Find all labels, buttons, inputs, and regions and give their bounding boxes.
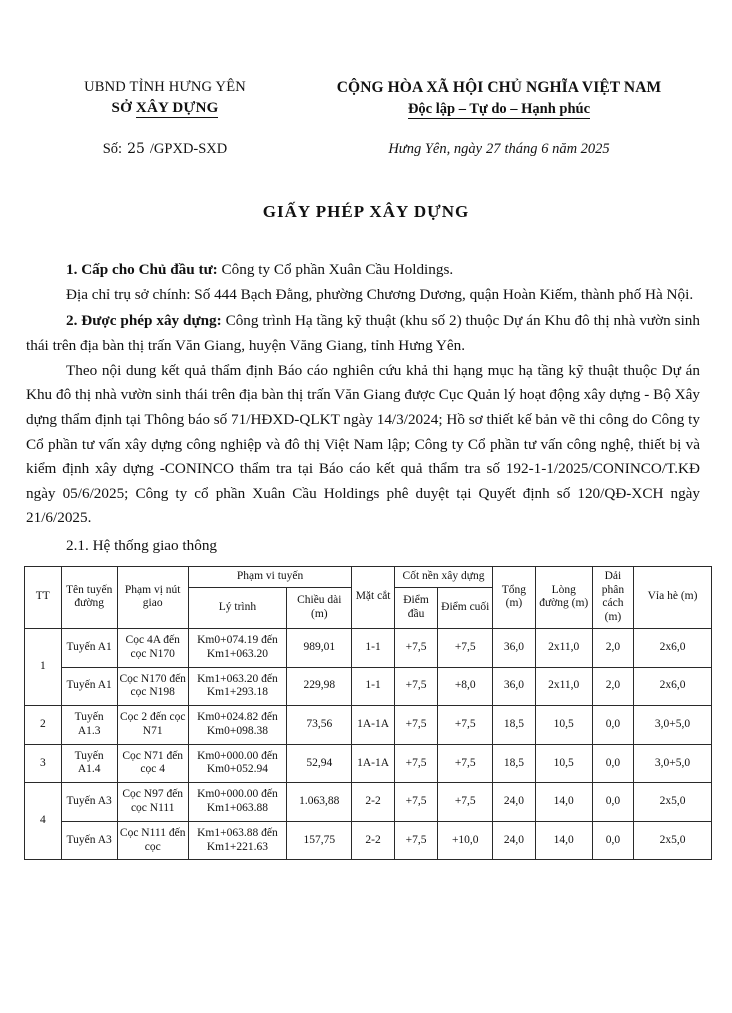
page-title: GIẤY PHÉP XÂY DỰNG bbox=[262, 202, 470, 222]
cell-diem-dau: +7,5 bbox=[394, 744, 438, 783]
date-month: 6 bbox=[541, 141, 549, 158]
cell-ly-trinh: Km0+074.19 đến Km1+063.20 bbox=[188, 628, 286, 667]
cell-via-he: 3,0+5,0 bbox=[634, 744, 712, 783]
cell-long-duong: 10,5 bbox=[535, 706, 592, 745]
item-1-label: 1. Cấp cho Chủ đầu tư: bbox=[66, 261, 218, 279]
cell-ly-trinh: Km1+063.88 đến Km1+221.63 bbox=[188, 821, 286, 860]
province-authority-line: UBND TỈNH HƯNG YÊN bbox=[84, 79, 246, 95]
national-motto bbox=[294, 99, 704, 119]
cell-ly-trinh: Km0+024.82 đến Km0+098.38 bbox=[188, 706, 286, 745]
cell-ten-tuyen-duong: Tuyến A1.3 bbox=[61, 706, 117, 745]
table-body bbox=[25, 628, 712, 860]
cell-pham-vi-nut-giao: Cọc N71 đến cọc 4 bbox=[117, 744, 188, 783]
th-tong: Tổng (m) bbox=[493, 566, 535, 628]
cell-mat-cat: 1-1 bbox=[352, 667, 394, 706]
date-year: 2025 bbox=[580, 141, 610, 158]
item-1-value: Công ty Cổ phần Xuân Cầu Holdings. bbox=[217, 261, 454, 279]
cell-mat-cat: 1-1 bbox=[352, 628, 394, 667]
table-row bbox=[25, 706, 712, 745]
cell-ten-tuyen-duong: Tuyến A3 bbox=[61, 821, 117, 860]
cell-mat-cat: 1A-1A bbox=[352, 744, 394, 783]
cell-chieu-dai: 229,98 bbox=[287, 667, 352, 706]
cell-diem-cuoi: +7,5 bbox=[438, 744, 493, 783]
cell-via-he: 2x5,0 bbox=[634, 783, 712, 822]
th-cot-nen-xay-dung: Cốt nền xây dựng bbox=[394, 566, 492, 587]
table-row bbox=[25, 783, 712, 822]
cell-chieu-dai: 73,56 bbox=[287, 706, 352, 745]
th-diem-cuoi: Điểm cuối bbox=[438, 587, 493, 628]
cell-ly-trinh: Km0+000.00 đến Km0+052.94 bbox=[188, 744, 286, 783]
paragraph-item-2 bbox=[26, 309, 700, 358]
cell-dai-phan-cach: 2,0 bbox=[592, 667, 633, 706]
cell-pham-vi-nut-giao: Cọc N111 đến cọc bbox=[117, 821, 188, 860]
table-row bbox=[25, 821, 712, 860]
cell-dai-phan-cach: 0,0 bbox=[592, 706, 633, 745]
date-month-label: tháng bbox=[504, 141, 538, 158]
cell-long-duong: 14,0 bbox=[535, 783, 592, 822]
cell-chieu-dai: 52,94 bbox=[287, 744, 352, 783]
cell-tong: 36,0 bbox=[493, 628, 535, 667]
cell-diem-cuoi: +10,0 bbox=[438, 821, 493, 860]
cell-ly-trinh: Km1+063.20 đến Km1+293.18 bbox=[188, 667, 286, 706]
table-header bbox=[25, 566, 712, 628]
cell-chieu-dai: 1.063,88 bbox=[287, 783, 352, 822]
document-number-suffix: /GPXD-SXD bbox=[149, 141, 228, 158]
cell-tong: 24,0 bbox=[493, 821, 535, 860]
document-number-value: 25 bbox=[127, 141, 145, 158]
cell-tt: 1 bbox=[25, 628, 62, 705]
cell-pham-vi-nut-giao: Cọc N97 đến cọc N111 bbox=[117, 783, 188, 822]
subsection-heading-2-1: 2.1. Hệ thống giao thông bbox=[66, 537, 218, 555]
cell-diem-cuoi: +8,0 bbox=[438, 667, 493, 706]
cell-pham-vi-nut-giao: Cọc N170 đến cọc N198 bbox=[117, 667, 188, 706]
document-header bbox=[0, 0, 732, 119]
cell-mat-cat: 1A-1A bbox=[352, 706, 394, 745]
table-row bbox=[25, 628, 712, 667]
cell-diem-dau: +7,5 bbox=[394, 783, 438, 822]
th-mat-cat: Mặt cắt bbox=[352, 566, 394, 628]
department-prefix: SỞ bbox=[111, 99, 136, 116]
document-number-prefix: Số: bbox=[102, 141, 123, 158]
cell-dai-phan-cach: 0,0 bbox=[592, 744, 633, 783]
cell-pham-vi-nut-giao: Cọc 4A đến cọc N170 bbox=[117, 628, 188, 667]
document-meta-row bbox=[0, 119, 732, 158]
date-year-label: năm bbox=[552, 141, 578, 158]
th-pham-vi-nut-giao: Phạm vị nút giao bbox=[117, 566, 188, 628]
cell-diem-dau: +7,5 bbox=[394, 628, 438, 667]
cell-mat-cat: 2-2 bbox=[352, 821, 394, 860]
cell-mat-cat: 2-2 bbox=[352, 783, 394, 822]
cell-tong: 24,0 bbox=[493, 783, 535, 822]
paragraph-appraisal: Theo nội dung kết quả thẩm định Báo cáo nghiên cứu khả thi hạng mục hạ tầng kỹ thuật thuộc Dự án Khu đô thị nhà vườn sinh thái trên địa bàn thị trấn Văn Giang được Cục Quản lý hoạt động xây dựng - Bộ Xây dựng thẩm định tại Thông báo số 71/HĐXD-QLKT ngày 14/3/2024; Hồ sơ thiết kế bản vẽ thi công do Công ty Cổ phần tư vấn xây dựng công nghiệp và đô thị Việt Nam lập; Công ty Cổ phần tư vấn công nghệ, thiết bị và kiểm định xây dựng -CONINCO thẩm tra tại Báo cáo kết quả thẩm tra số 192-1-1/2025/CONINCO/T.KĐ ngày 05/6/2025; Công ty cổ phần Xuân Cầu Holdings phê duyệt tại Quyết định số 120/QĐ-XCH ngày 21/6/2025. bbox=[26, 361, 700, 527]
national-title: CỘNG HÒA XÃ HỘI CHỦ NGHĨA VIỆT NAM bbox=[336, 79, 662, 96]
cell-tong: 18,5 bbox=[493, 744, 535, 783]
th-long-duong: Lòng đường (m) bbox=[535, 566, 592, 628]
cell-long-duong: 14,0 bbox=[535, 821, 592, 860]
cell-via-he: 2x6,0 bbox=[634, 628, 712, 667]
cell-tt: 3 bbox=[25, 744, 62, 783]
cell-ten-tuyen-duong: Tuyến A1 bbox=[61, 628, 117, 667]
date-prefix: Hưng Yên, ngày bbox=[388, 141, 483, 158]
document-number bbox=[28, 141, 294, 158]
paragraph-address: Địa chỉ trụ sở chính: Số 444 Bạch Đằng, phường Chương Dương, quận Hoàn Kiếm, thành phố Hà Nội. bbox=[66, 285, 694, 303]
national-heading-block bbox=[294, 78, 704, 119]
th-chieu-dai: Chiều dài (m) bbox=[287, 587, 352, 628]
cell-diem-dau: +7,5 bbox=[394, 667, 438, 706]
cell-long-duong: 10,5 bbox=[535, 744, 592, 783]
th-via-he: Vỉa hè (m) bbox=[634, 566, 712, 628]
cell-diem-cuoi: +7,5 bbox=[438, 783, 493, 822]
cell-ten-tuyen-duong: Tuyến A1.4 bbox=[61, 744, 117, 783]
cell-dai-phan-cach: 2,0 bbox=[592, 628, 633, 667]
cell-diem-dau: +7,5 bbox=[394, 706, 438, 745]
document-date bbox=[294, 141, 704, 158]
th-ly-trinh: Lý trình bbox=[188, 587, 286, 628]
cell-tt: 2 bbox=[25, 706, 62, 745]
cell-pham-vi-nut-giao: Cọc 2 đến cọc N71 bbox=[117, 706, 188, 745]
th-dai-phan-cach: Dải phân cách (m) bbox=[592, 566, 633, 628]
issuing-authority-block bbox=[28, 78, 294, 118]
th-ten-tuyen-duong: Tên tuyến đường bbox=[61, 566, 117, 628]
traffic-system-table-wrapper bbox=[0, 566, 732, 861]
cell-ten-tuyen-duong: Tuyến A3 bbox=[61, 783, 117, 822]
cell-dai-phan-cach: 0,0 bbox=[592, 821, 633, 860]
date-day: 27 bbox=[486, 141, 501, 158]
cell-tt: 4 bbox=[25, 783, 62, 860]
item-2-label: 2. Được phép xây dựng: bbox=[66, 312, 222, 330]
th-pham-vi-tuyen: Phạm vi tuyến bbox=[188, 566, 352, 587]
traffic-system-table bbox=[24, 566, 712, 861]
national-motto-underlined: Độc lập – Tự do – Hạnh phúc bbox=[407, 100, 591, 117]
cell-tong: 36,0 bbox=[493, 667, 535, 706]
table-row bbox=[25, 667, 712, 706]
cell-long-duong: 2x11,0 bbox=[535, 628, 592, 667]
paragraph-item-1 bbox=[26, 258, 700, 283]
cell-ten-tuyen-duong: Tuyến A1 bbox=[61, 667, 117, 706]
cell-via-he: 3,0+5,0 bbox=[634, 706, 712, 745]
table-header-row-1 bbox=[25, 566, 712, 587]
cell-chieu-dai: 989,01 bbox=[287, 628, 352, 667]
department-line bbox=[36, 98, 294, 118]
cell-diem-cuoi: +7,5 bbox=[438, 706, 493, 745]
cell-via-he: 2x6,0 bbox=[634, 667, 712, 706]
document-body bbox=[0, 258, 732, 559]
cell-long-duong: 2x11,0 bbox=[535, 667, 592, 706]
th-diem-dau: Điểm đầu bbox=[394, 587, 438, 628]
item-2-value: Công trình Hạ tầng kỹ thuật (khu số 2) thuộc Dự án Khu đô thị nhà vườn sinh thái trên địa bàn thị trấn Văn Giang, huyện Văng Giang, tỉnh Hưng Yên. bbox=[26, 312, 700, 355]
cell-diem-cuoi: +7,5 bbox=[438, 628, 493, 667]
cell-via-he: 2x5,0 bbox=[634, 821, 712, 860]
cell-ly-trinh: Km0+000.00 đến Km1+063.88 bbox=[188, 783, 286, 822]
cell-chieu-dai: 157,75 bbox=[287, 821, 352, 860]
cell-dai-phan-cach: 0,0 bbox=[592, 783, 633, 822]
department-name-underlined: XÂY DỰNG bbox=[135, 99, 219, 116]
th-tt: TT bbox=[25, 566, 62, 628]
table-row bbox=[25, 744, 712, 783]
cell-tong: 18,5 bbox=[493, 706, 535, 745]
cell-diem-dau: +7,5 bbox=[394, 821, 438, 860]
